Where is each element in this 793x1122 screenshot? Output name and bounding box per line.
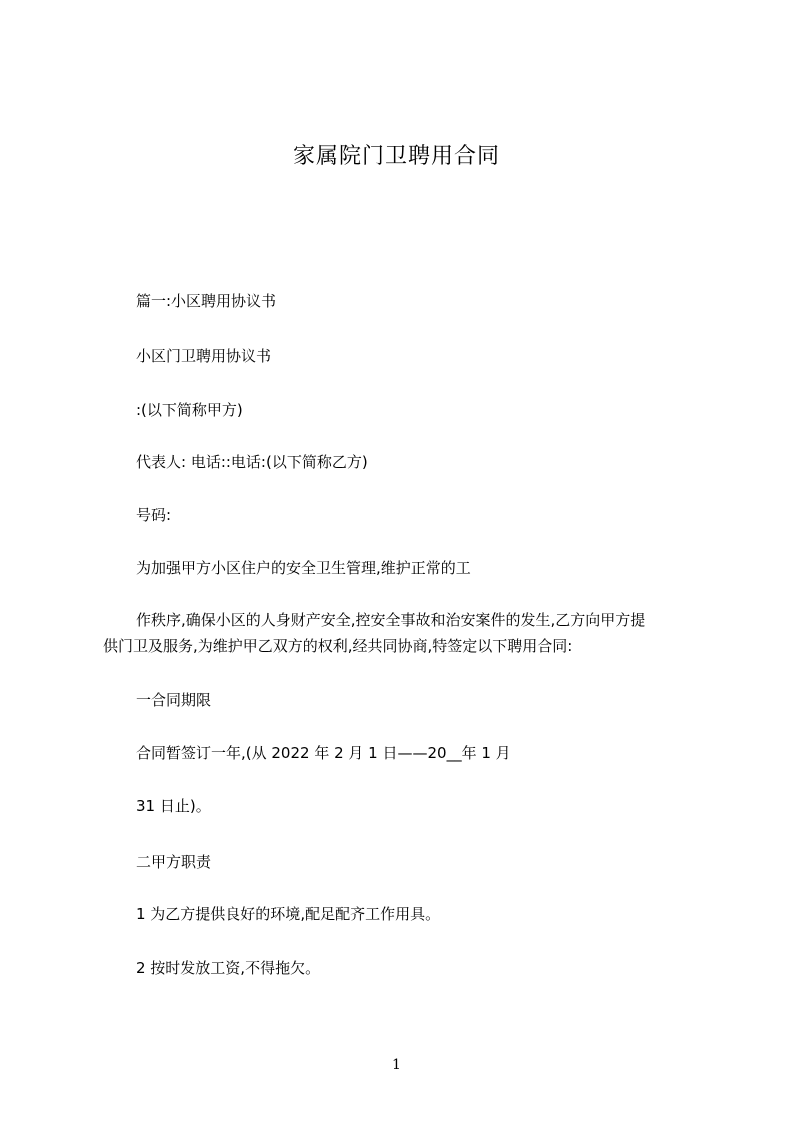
- agreement-title-line: 小区门卫聘用协议书: [136, 347, 272, 365]
- preamble-paragraph-line-1: 作秩序,确保小区的人身财产安全,控安全事故和治安案件的发生,乙方向甲方提: [136, 611, 646, 629]
- contract-term-heading: 一合同期限: [136, 691, 212, 709]
- section-heading-part-one: 篇一:小区聘用协议书: [136, 292, 277, 310]
- contract-term-end-line: 31 日止)。: [136, 797, 211, 815]
- number-line: 号码:: [136, 506, 172, 524]
- preamble-paragraph: [103, 607, 703, 659]
- representative-line: 代表人: 电话::电话:(以下简称乙方): [136, 453, 368, 471]
- page-number: 1: [392, 1057, 401, 1073]
- duty-item-1: 1 为乙方提供良好的环境,配足配齐工作用具。: [136, 905, 441, 923]
- preamble-line: 为加强甲方小区住户的安全卫生管理,维护正常的工: [136, 559, 471, 577]
- duty-item-2: 2 按时发放工资,不得拖欠。: [136, 959, 321, 977]
- party-a-duties-heading: 二甲方职责: [136, 853, 212, 871]
- party-a-line: :(以下简称甲方): [136, 401, 243, 419]
- document-title: 家属院门卫聘用合同: [292, 144, 500, 169]
- contract-term-line: 合同暂签订一年,(从 2022 年 2 月 1 日——20__年 1 月: [136, 744, 511, 762]
- preamble-paragraph-line-2: 供门卫及服务,为维护甲乙双方的权利,经共同协商,特签定以下聘用合同:: [103, 637, 573, 655]
